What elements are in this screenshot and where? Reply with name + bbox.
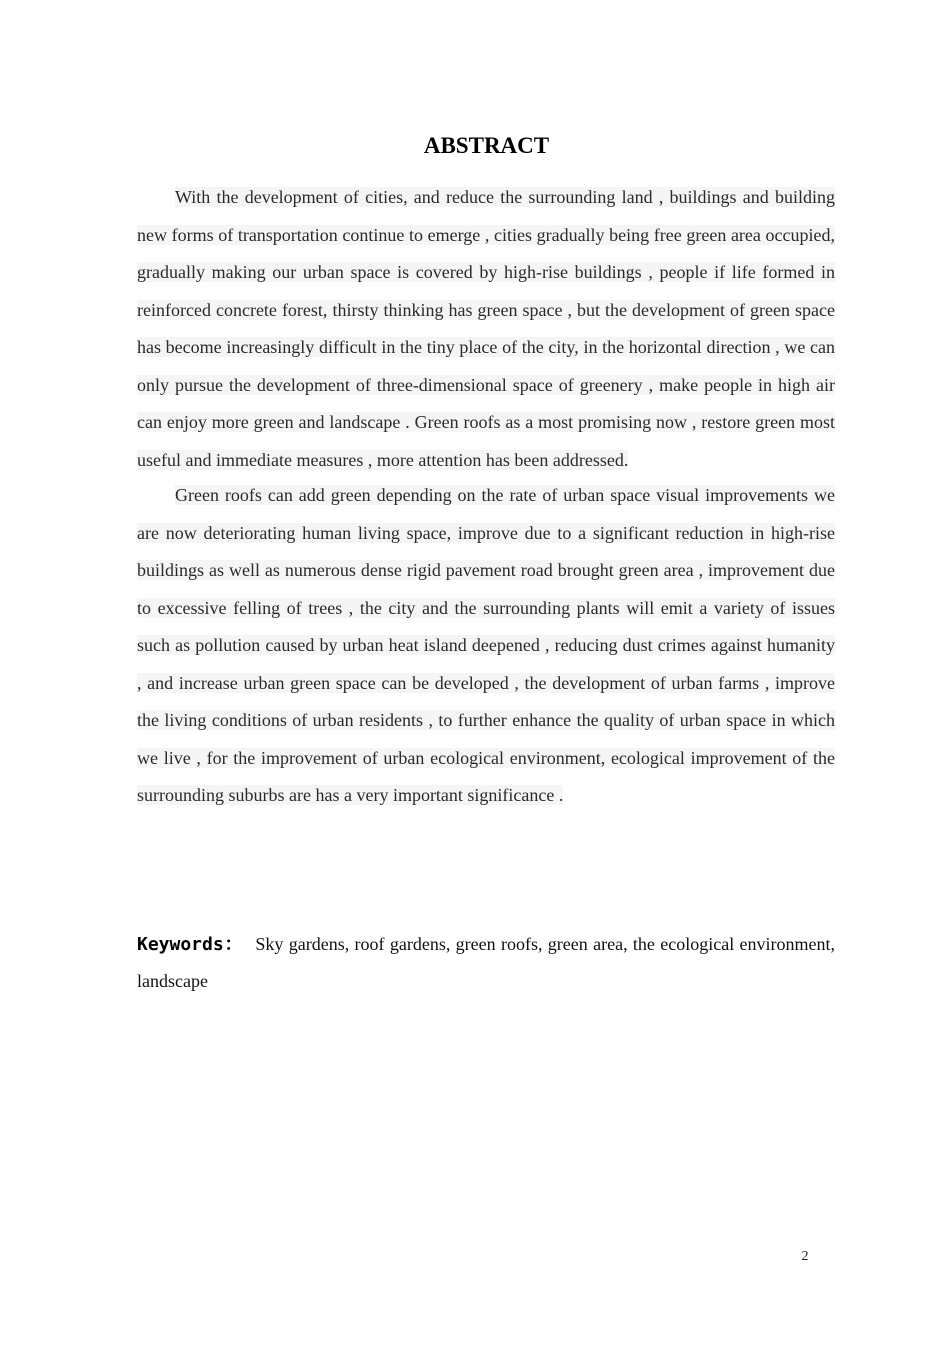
keywords-text: Sky gardens, roof gardens, green roofs, green area, the ecological environment, landscape bbox=[137, 934, 836, 991]
keywords-line bbox=[137, 926, 835, 1000]
abstract-paragraph-1 bbox=[137, 179, 835, 479]
keywords-label: Keywords： bbox=[137, 934, 244, 955]
abstract-paragraph-2 bbox=[137, 477, 835, 815]
page-number: 2 bbox=[801, 1249, 809, 1264]
abstract-body bbox=[137, 179, 835, 815]
abstract-title: ABSTRACT bbox=[423, 133, 550, 158]
abstract-paragraph-2-text: Green roofs can add green depending on the rate of urban space visual improvements we are now deteriorating human living space, improve due to a significant reduction in high-rise buildings as well as numerous dense rigid pavement road brought green area , improvement due to excessive felling of trees , the city and the surrounding plants will emit a variety of issues such as pollution caused by urban heat island deepened , reducing dust crimes against humanity , and increase urban green space can be developed , the development of urban farms , improve the living conditions of urban residents , to further enhance the quality of urban space in which we live , for the improvement of urban ecological environment, ecological improvement of the surrounding suburbs are has a very important significance . bbox=[137, 485, 835, 805]
abstract-paragraph-1-text: With the development of cities, and reduce the surrounding land , buildings and building new forms of transportation continue to emerge , cities gradually being free green area occupied, gradually making our urban space is covered by high-rise buildings , people if life formed in reinforced concrete forest, thirsty thinking has green space , but the development of green space has become increasingly difficult in the tiny place of the city, in the horizontal direction , we can only pursue the development of three-dimensional space of greenery , make people in high air can enjoy more green and landscape . Green roofs as a most promising now , restore green most useful and immediate measures , more attention has been addressed. bbox=[137, 187, 835, 470]
